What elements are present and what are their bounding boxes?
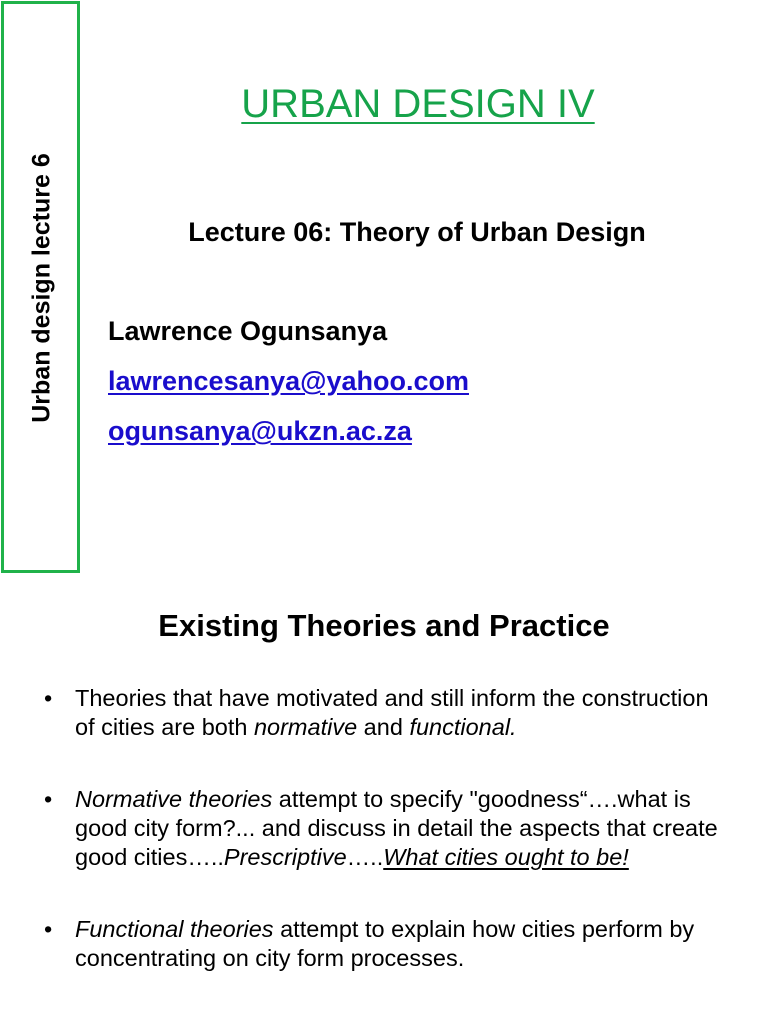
- text: attempt to specify "goodness“….what is good city form?... and discuss in detail the aspects that create good cities…..: [75, 786, 718, 870]
- text: …..: [346, 844, 384, 870]
- text: attempt to explain how cities perform by concentrating on city form processes.: [75, 916, 695, 971]
- slide-heading: Existing Theories and Practice: [158, 608, 610, 643]
- text-emphasis: Functional theories: [75, 916, 274, 942]
- author-name: Lawrence Ogunsanya: [108, 316, 388, 346]
- list-item: [44, 785, 724, 872]
- side-label: Urban design lecture 6: [27, 153, 56, 423]
- bullet-list: [44, 684, 724, 1016]
- text-emphasis-underlined: What cities ought to be!: [383, 844, 629, 870]
- text: Theories that have motivated and still inform the construction of cities are both: [75, 685, 709, 740]
- bullet-icon: •: [44, 916, 53, 942]
- lecture-title: Lecture 06: Theory of Urban Design: [188, 217, 646, 247]
- bullet-icon: •: [44, 786, 53, 812]
- content-slide: [0, 580, 768, 1024]
- text-emphasis: functional.: [409, 714, 517, 740]
- text: and: [357, 714, 410, 740]
- text-emphasis: Normative theories: [75, 786, 273, 812]
- text-emphasis: normative: [253, 714, 358, 740]
- text-emphasis: Prescriptive: [223, 844, 347, 870]
- email-link-ukzn[interactable]: ogunsanya@ukzn.ac.za: [108, 416, 412, 446]
- slide-title: URBAN DESIGN IV: [241, 82, 595, 126]
- list-item: [44, 684, 724, 742]
- list-item: [44, 915, 724, 973]
- bullet-icon: •: [44, 685, 53, 711]
- email-link-yahoo[interactable]: lawrencesanya@yahoo.com: [108, 366, 469, 396]
